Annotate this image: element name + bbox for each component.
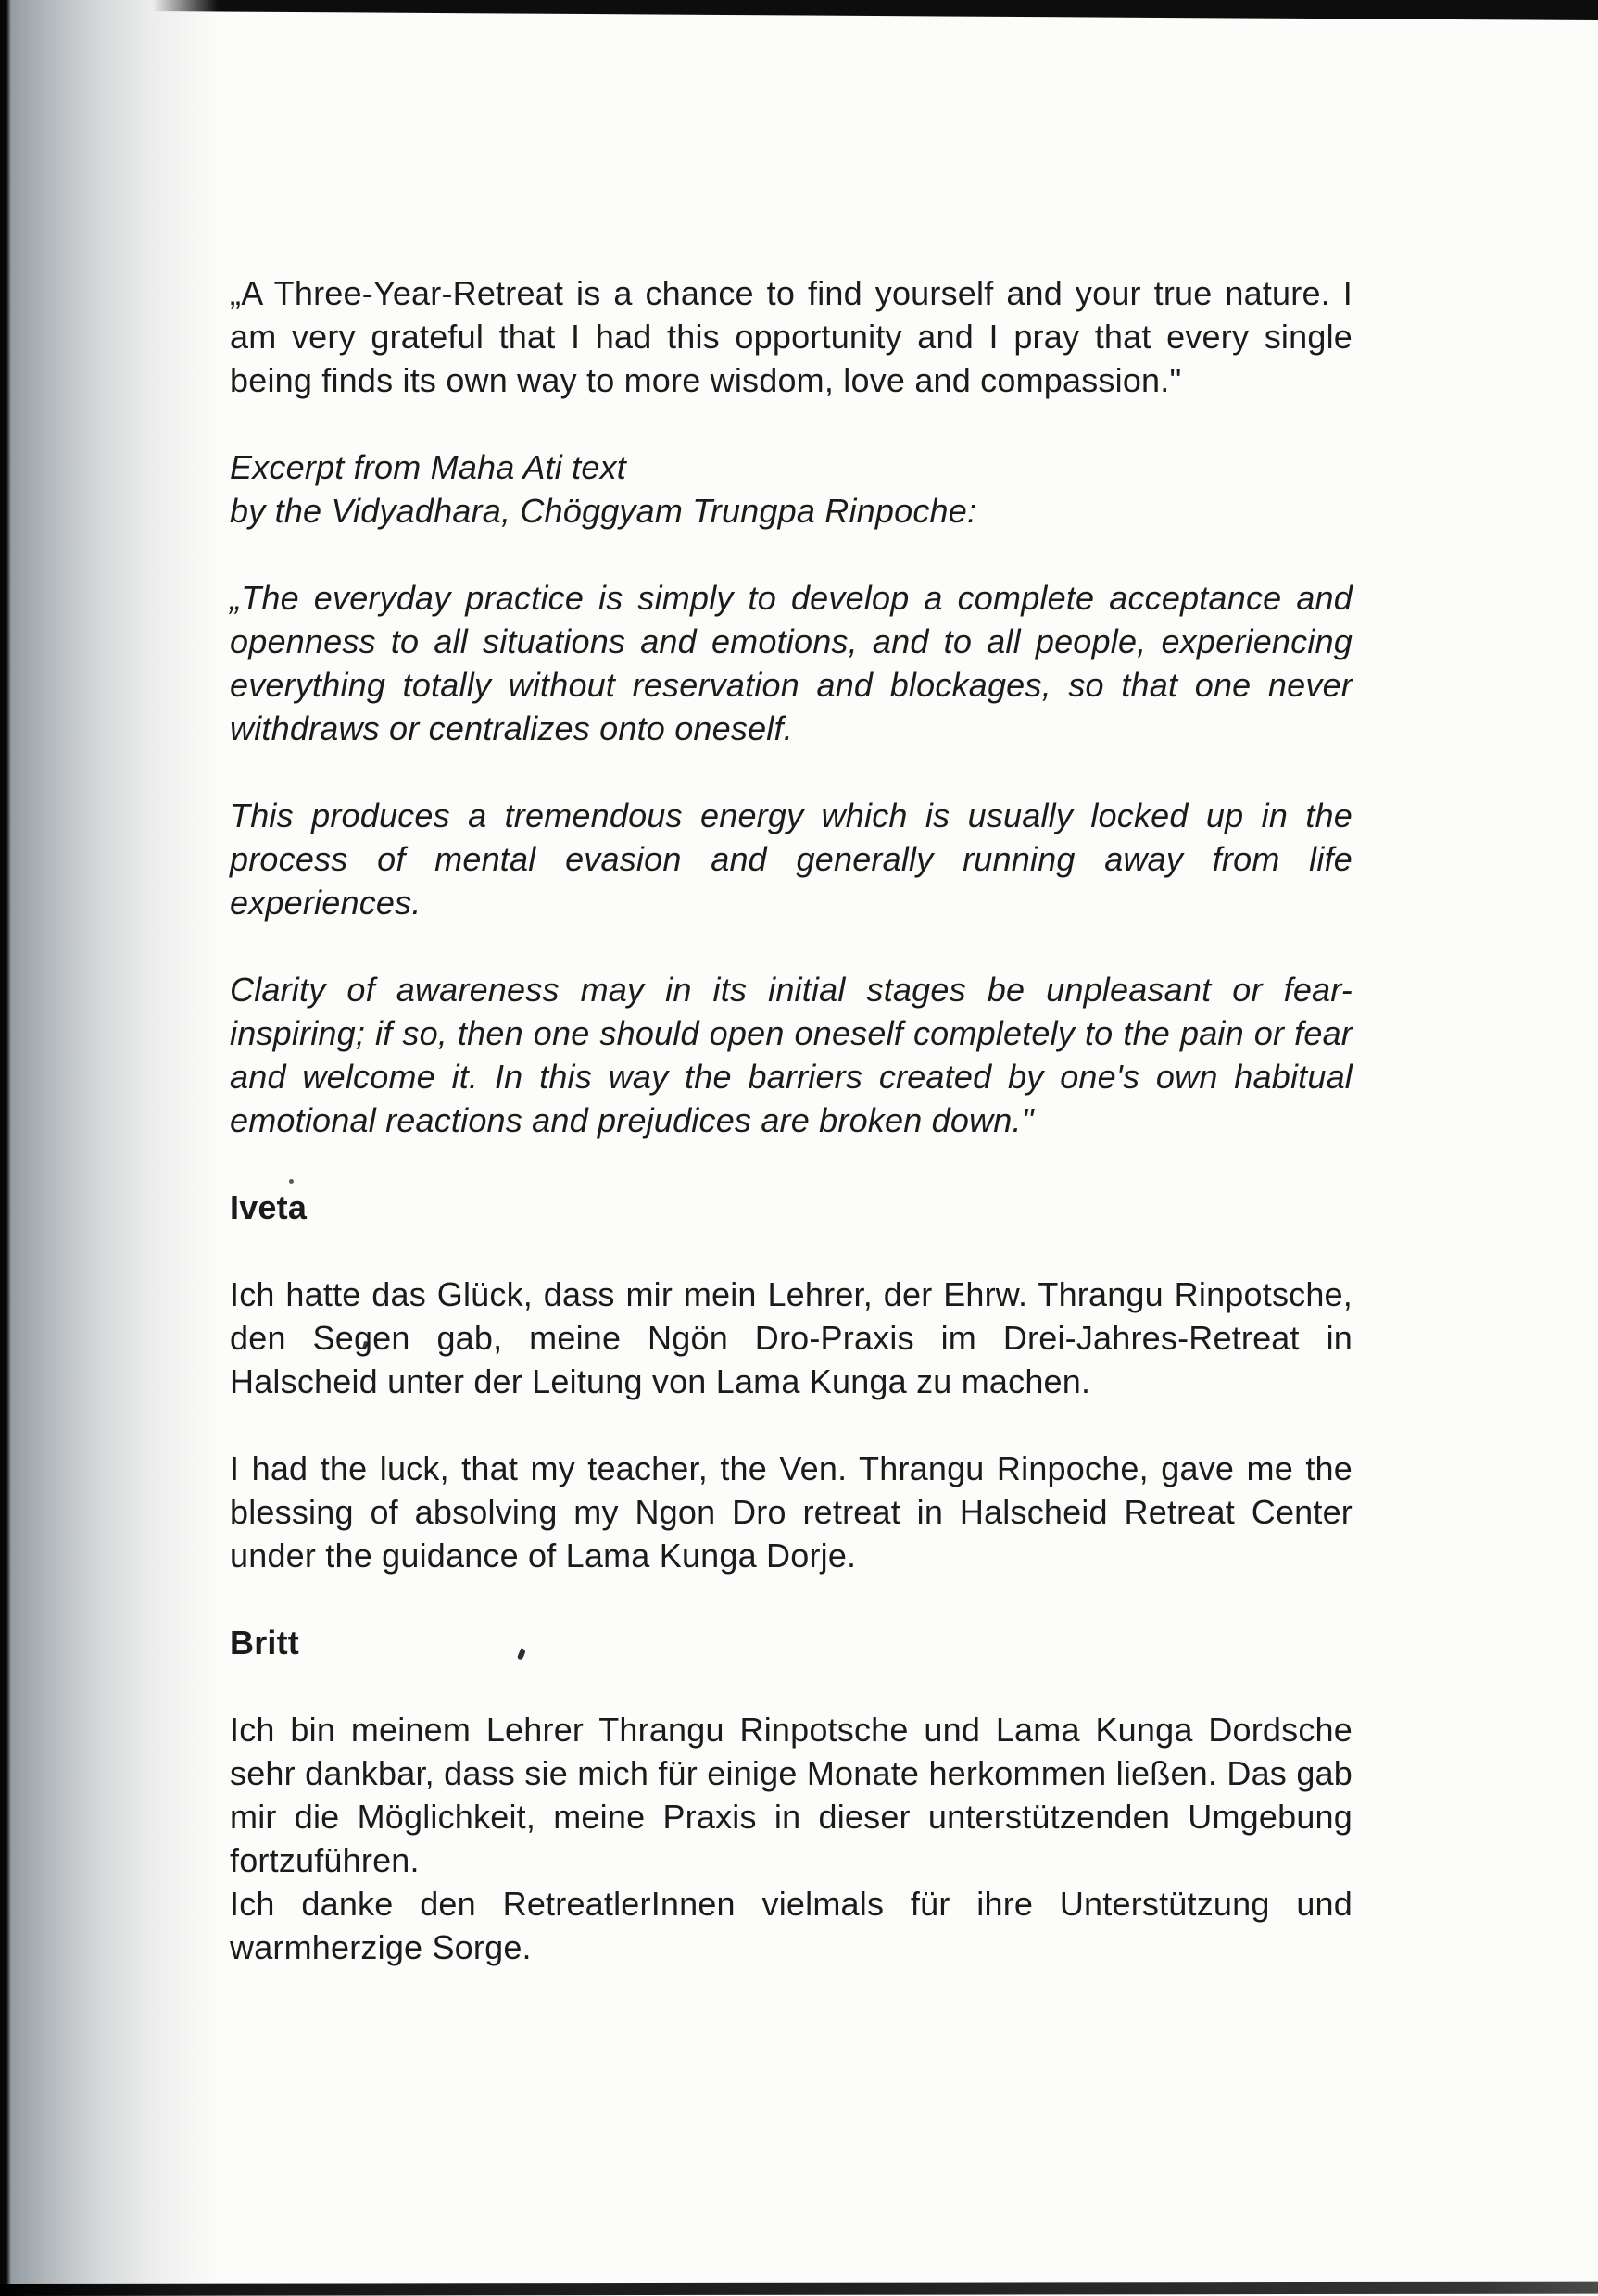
excerpt-paragraph-3: Clarity of awareness may in its initial stages be unpleasant or fear-inspiring; if so, then one should open oneself completely to the pain or fear and welcome it. In this way the barriers created by one's own habitual emotional reactions and prejudices are broken down." (230, 971, 1353, 1139)
scan-gutter-shadow (0, 0, 222, 2296)
iveta-paragraph-english: I had the luck, that my teacher, the Ven. Thrangu Rinpoche, gave me the blessing of absolving my Ngon Dro retreat in Halscheid Retreat Center under the guidance of Lama Kunga Dorje. (230, 1449, 1353, 1575)
quote-intro-paragraph: „A Three-Year-Retreat is a chance to find yourself and your true nature. I am very grateful that I had this opportunity and I pray that every single being finds its own way to more wisdom, love and compassion." (230, 274, 1353, 399)
scan-top-edge (0, 0, 1598, 20)
excerpt-source-line-2: by the Vidyadhara, Chöggyam Trungpa Rinpoche: (230, 492, 977, 530)
excerpt-paragraph-2: This produces a tremendous energy which is usually locked up in the process of mental evasion and generally running away from life experiences. (230, 797, 1353, 922)
iveta-paragraph-german: Ich hatte das Glück, dass mir mein Lehrer, der Ehrw. Thrangu Rinpotsche, den Segen gab, meine Ngön Dro-Praxis im Drei-Jahres-Retreat in Halscheid unter der Leitung von Lama Kunga zu machen. (230, 1275, 1353, 1400)
scan-bottom-edge (0, 2282, 1598, 2296)
testimonial-name-britt: Britt (230, 1624, 299, 1662)
excerpt-source-line-1: Excerpt from Maha Ati text (230, 448, 627, 486)
britt-paragraph-german-2: Ich danke den RetreatlerInnen vielmals für ihre Unterstützung und warmherzige Sorge. (230, 1885, 1353, 1966)
excerpt-paragraph-1: „The everyday practice is simply to develop a complete acceptance and openness to all situations and emotions, and to all people, experiencing everything totally without reservation and blockages, so that one never withdraws or centralizes onto oneself. (230, 579, 1353, 747)
britt-paragraph-german-1: Ich bin meinem Lehrer Thrangu Rinpotsche und Lama Kunga Dordsche sehr dankbar, dass sie mich für einige Monate herkommen ließen. Das gab mir die Möglichkeit, meine Praxis in dieser unterstützenden Umgebung fortzuführen. (230, 1711, 1353, 1879)
testimonial-name-iveta: Iveta (230, 1188, 308, 1226)
page-text (230, 271, 1353, 2013)
